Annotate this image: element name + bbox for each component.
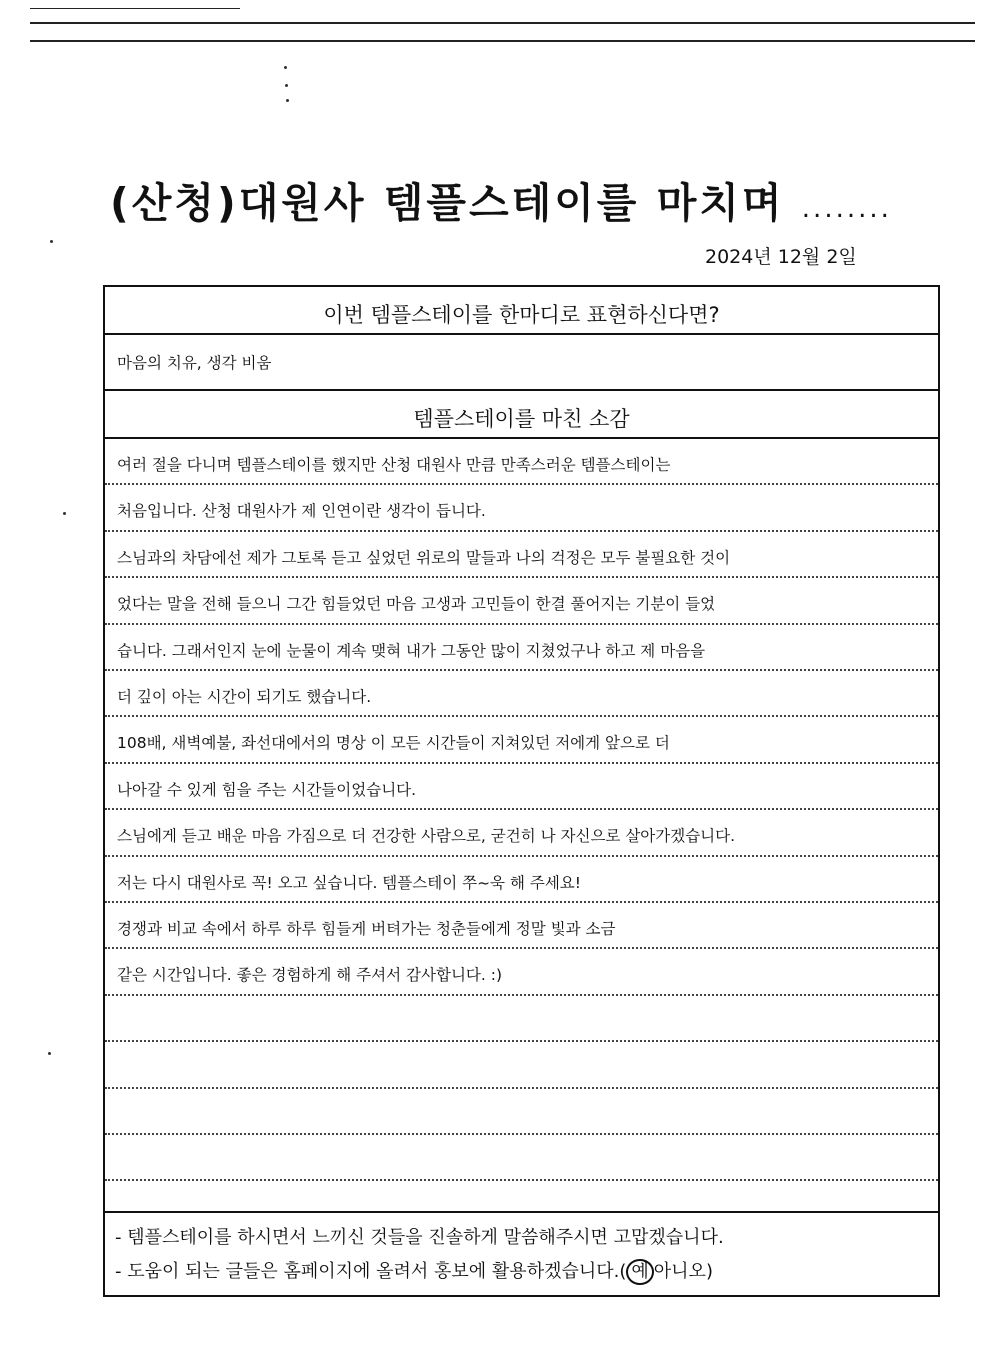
ruled-line [105,623,938,625]
ruled-line [105,530,938,532]
scan-speck [63,512,66,515]
ruled-line [105,576,938,578]
question1-answer: 마음의 치유, 생각 비움 [117,354,272,372]
feedback-form [103,285,940,1297]
ruled-line [105,947,938,949]
option-yes-circled: 예 [626,1259,653,1285]
question2-header: 템플스테이를 마친 소감 [413,407,630,431]
divider [105,333,938,335]
ruled-line [105,808,938,810]
impression-line: 습니다. 그래서인지 눈에 눈물이 계속 맺혀 내가 그동안 많이 지쳤었구나 하고 제 마음을 [117,642,706,660]
impression-line: 같은 시간입니다. 좋은 경험하게 해 주셔서 감사합니다. :) [117,966,503,984]
scan-speck [48,1052,51,1055]
note-line-1: - 템플스테이를 하시면서 느끼신 것들을 진솔하게 말씀해주시면 고맙겠습니다. [115,1227,724,1248]
impression-line: 스님과의 차담에선 제가 그토록 듣고 싶었던 위로의 말들과 나의 걱정은 모두 불필요한 것이 [117,549,731,567]
scan-line [30,40,975,42]
title-text: (산청)대원사 템플스테이를 마치며 [110,179,785,227]
scan-line [30,22,975,24]
impression-line: 나아갈 수 있게 힘을 주는 시간들이었습니다. [117,781,417,799]
ruled-line [105,994,938,996]
impression-line: 었다는 말을 전해 들으니 그간 힘들었던 마음 고생과 고민들이 한결 풀어지는 기분이 들었 [117,595,716,613]
document-title [110,170,940,229]
ruled-line [105,483,938,485]
scan-line-top [30,8,240,9]
note-line-2 [115,1257,713,1285]
ruled-line [105,669,938,671]
title-dots: ........ [801,194,892,224]
impression-line: 108배, 새벽예불, 좌선대에서의 명상 이 모든 시간들이 지쳐있던 저에게 앞으로 더 [117,734,670,752]
note-line-2-text: - 도움이 되는 글들은 홈페이지에 올려서 홍보에 활용하겠습니다.( [115,1261,627,1282]
impression-line: 처음입니다. 산청 대원사가 제 인연이란 생각이 듭니다. [117,502,486,520]
ruled-line [105,901,938,903]
option-no: 아니오) [653,1261,713,1282]
divider [105,389,938,391]
divider [105,1211,938,1213]
ruled-line [105,1179,938,1181]
scan-speck [50,240,53,243]
impression-line: 더 깊이 아는 시간이 되기도 했습니다. [117,688,372,706]
document-date: 2024년 12월 2일 [705,246,857,268]
question1-header: 이번 템플스테이를 한마디로 표현하신다면? [323,303,720,327]
scan-speck [285,84,288,87]
impression-line: 경쟁과 비교 속에서 하루 하루 힘들게 버텨가는 청춘들에게 정말 빛과 소금 [117,920,616,938]
divider [105,437,938,439]
impression-line: 여러 절을 다니며 템플스테이를 했지만 산청 대원사 만큼 만족스러운 템플스테이는 [117,456,671,474]
scan-speck [284,66,287,69]
ruled-line [105,855,938,857]
ruled-line [105,1087,938,1089]
ruled-line [105,762,938,764]
impression-line: 저는 다시 대원사로 꼭! 오고 싶습니다. 템플스테이 쭈~욱 해 주세요! [117,874,581,892]
ruled-line [105,715,938,717]
impression-line: 스님에게 듣고 배운 마음 가짐으로 더 건강한 사람으로, 굳건히 나 자신으로 살아가겠습니다. [117,827,736,845]
ruled-line [105,1133,938,1135]
scan-speck [286,99,289,102]
ruled-line [105,1040,938,1042]
